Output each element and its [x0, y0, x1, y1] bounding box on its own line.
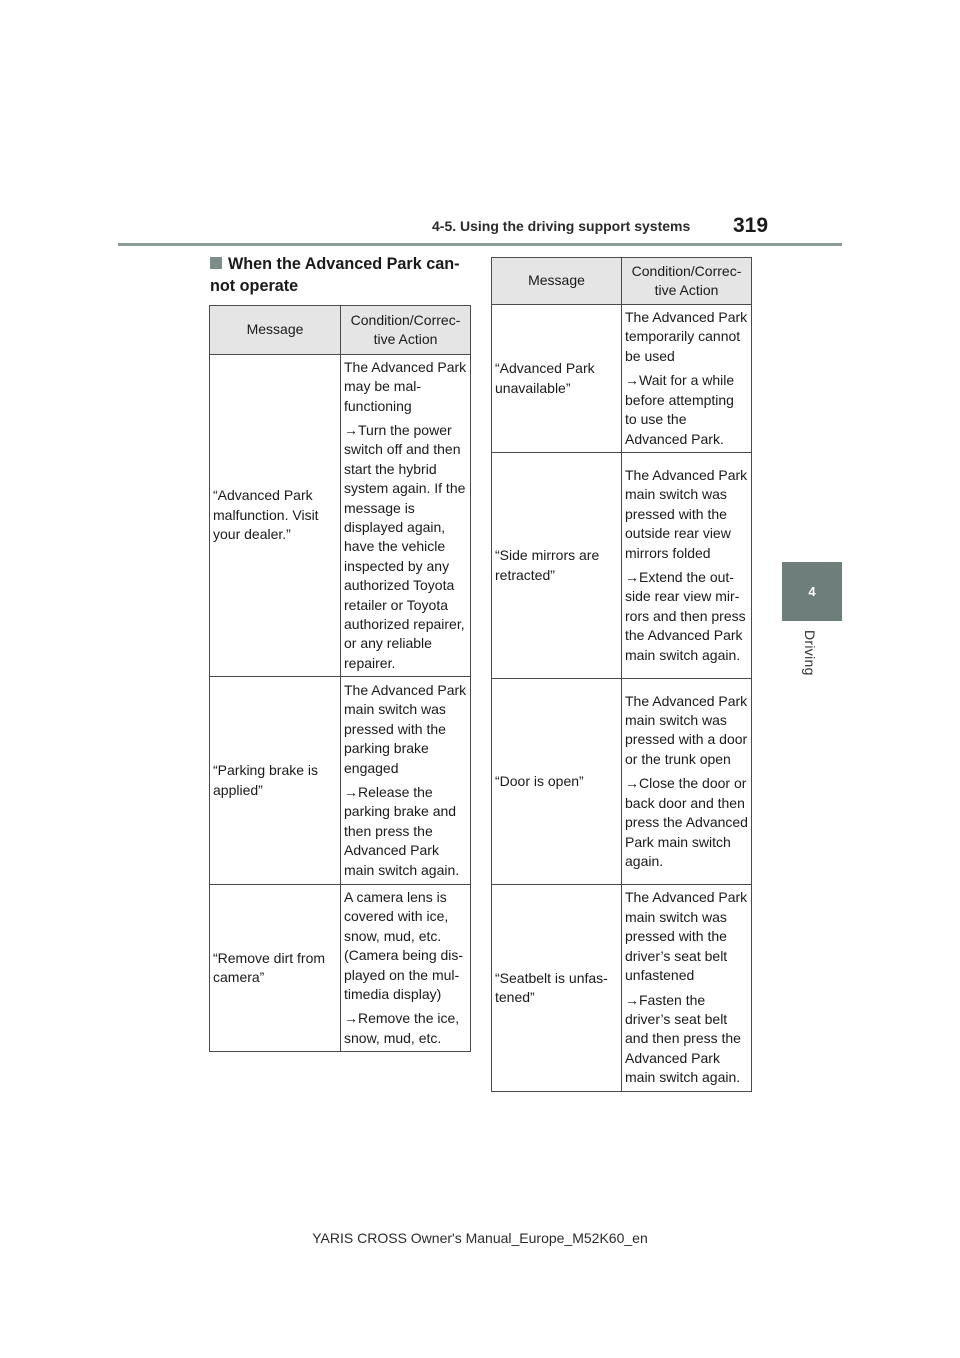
column-header-condition	[622, 258, 752, 305]
column-header-condition-line2: tive Action	[373, 331, 438, 347]
condition-cell	[622, 305, 752, 453]
condition-cell	[622, 885, 752, 1092]
table-row	[210, 885, 471, 1052]
condition-text: A camera lens is covered with ice, snow, mud, etc. (Camera being dis-played on the mul-timedia display)	[344, 888, 464, 1002]
message-cell	[492, 679, 622, 885]
condition-cell	[341, 355, 471, 677]
message-cell	[492, 885, 622, 1092]
column-header-condition-line1: Condition/Correc-	[631, 262, 742, 279]
message-text: “Door is open”	[495, 772, 584, 789]
message-table-right	[491, 257, 752, 1092]
condition-text: The Advanced Park main switch was pressed with the driver’s seat belt unfastened	[625, 889, 748, 984]
chapter-tab	[782, 562, 842, 621]
message-cell	[210, 885, 341, 1052]
message-text: “Advanced Park malfunction. Visit your dealer.”	[213, 487, 319, 543]
table-row	[210, 677, 471, 885]
corrective-action-text: →Remove the ice, snow, mud, etc.	[344, 1010, 460, 1046]
table-row	[492, 885, 752, 1092]
message-text: “Parking brake is applied”	[213, 762, 319, 798]
message-cell	[210, 677, 341, 885]
column-header-condition-line1: Condition/Correc-	[350, 311, 461, 328]
message-text: “Remove dirt from camera”	[213, 949, 326, 985]
chapter-number: 4	[808, 584, 816, 599]
message-table-left	[209, 305, 471, 1052]
header-section-title: 4-5. Using the driving support systems	[432, 218, 691, 234]
page-number: 319	[733, 214, 769, 237]
table-row	[492, 679, 752, 885]
corrective-action-text: →Close the door or back door and then press the Advanced Park main switch again.	[625, 775, 748, 869]
footer-text: YARIS CROSS Owner's Manual_Europe_M52K60_en	[312, 1230, 648, 1246]
message-cell	[210, 355, 341, 677]
condition-cell	[622, 453, 752, 679]
condition-text: The Advanced Park temporarily cannot be used	[625, 309, 748, 364]
table-header-row	[492, 258, 752, 305]
condition-cell	[341, 885, 471, 1052]
column-header-condition	[341, 306, 471, 355]
table-row	[210, 355, 471, 677]
column-header-message: Message	[492, 258, 622, 305]
square-bullet-icon	[210, 257, 222, 269]
message-text: “Seatbelt is unfas-tened”	[495, 969, 608, 1005]
chapter-title: Driving	[802, 630, 818, 676]
corrective-action-text: →Extend the out-side rear view mir-rors and then press the Advanced Park main switch again.	[625, 569, 746, 663]
column-header-message: Message	[210, 306, 341, 355]
corrective-action-text: →Fasten the driver’s seat belt and then press the Advanced Park main switch again.	[625, 991, 741, 1086]
message-text: “Side mirrors are retracted”	[495, 547, 600, 583]
message-text: “Advanced Park unavailable”	[495, 360, 595, 396]
condition-text: The Advanced Park main switch was pressed with the parking brake engaged	[344, 681, 467, 776]
table-row	[492, 305, 752, 453]
column-header-condition-line2: tive Action	[654, 282, 719, 298]
message-cell	[492, 453, 622, 679]
condition-text: The Advanced Park may be mal-functioning	[344, 358, 467, 414]
condition-cell	[341, 677, 471, 885]
section-heading	[210, 253, 472, 297]
table-row	[492, 453, 752, 679]
header-rule	[118, 243, 842, 246]
section-heading-line1: When the Advanced Park can-	[228, 255, 460, 273]
condition-text: The Advanced Park main switch was pressed with a door or the trunk open	[625, 692, 748, 767]
message-cell	[492, 305, 622, 453]
corrective-action-text: →Turn the power switch off and then start the hybrid system again. If the message is displayed again, have the vehicle inspected by any authorized Toyota retailer or Toyota authorized repairer, or any reliable repairer.	[344, 421, 466, 671]
corrective-action-text: →Wait for a while before attempting to use the Advanced Park.	[625, 372, 735, 447]
condition-cell	[622, 679, 752, 885]
condition-text: The Advanced Park main switch was pressed with the outside rear view mirrors folded	[625, 466, 748, 561]
corrective-action-text: →Release the parking brake and then press the Advanced Park main switch again.	[344, 784, 460, 878]
table-header-row	[210, 306, 471, 355]
section-heading-line2: not operate	[210, 277, 299, 295]
